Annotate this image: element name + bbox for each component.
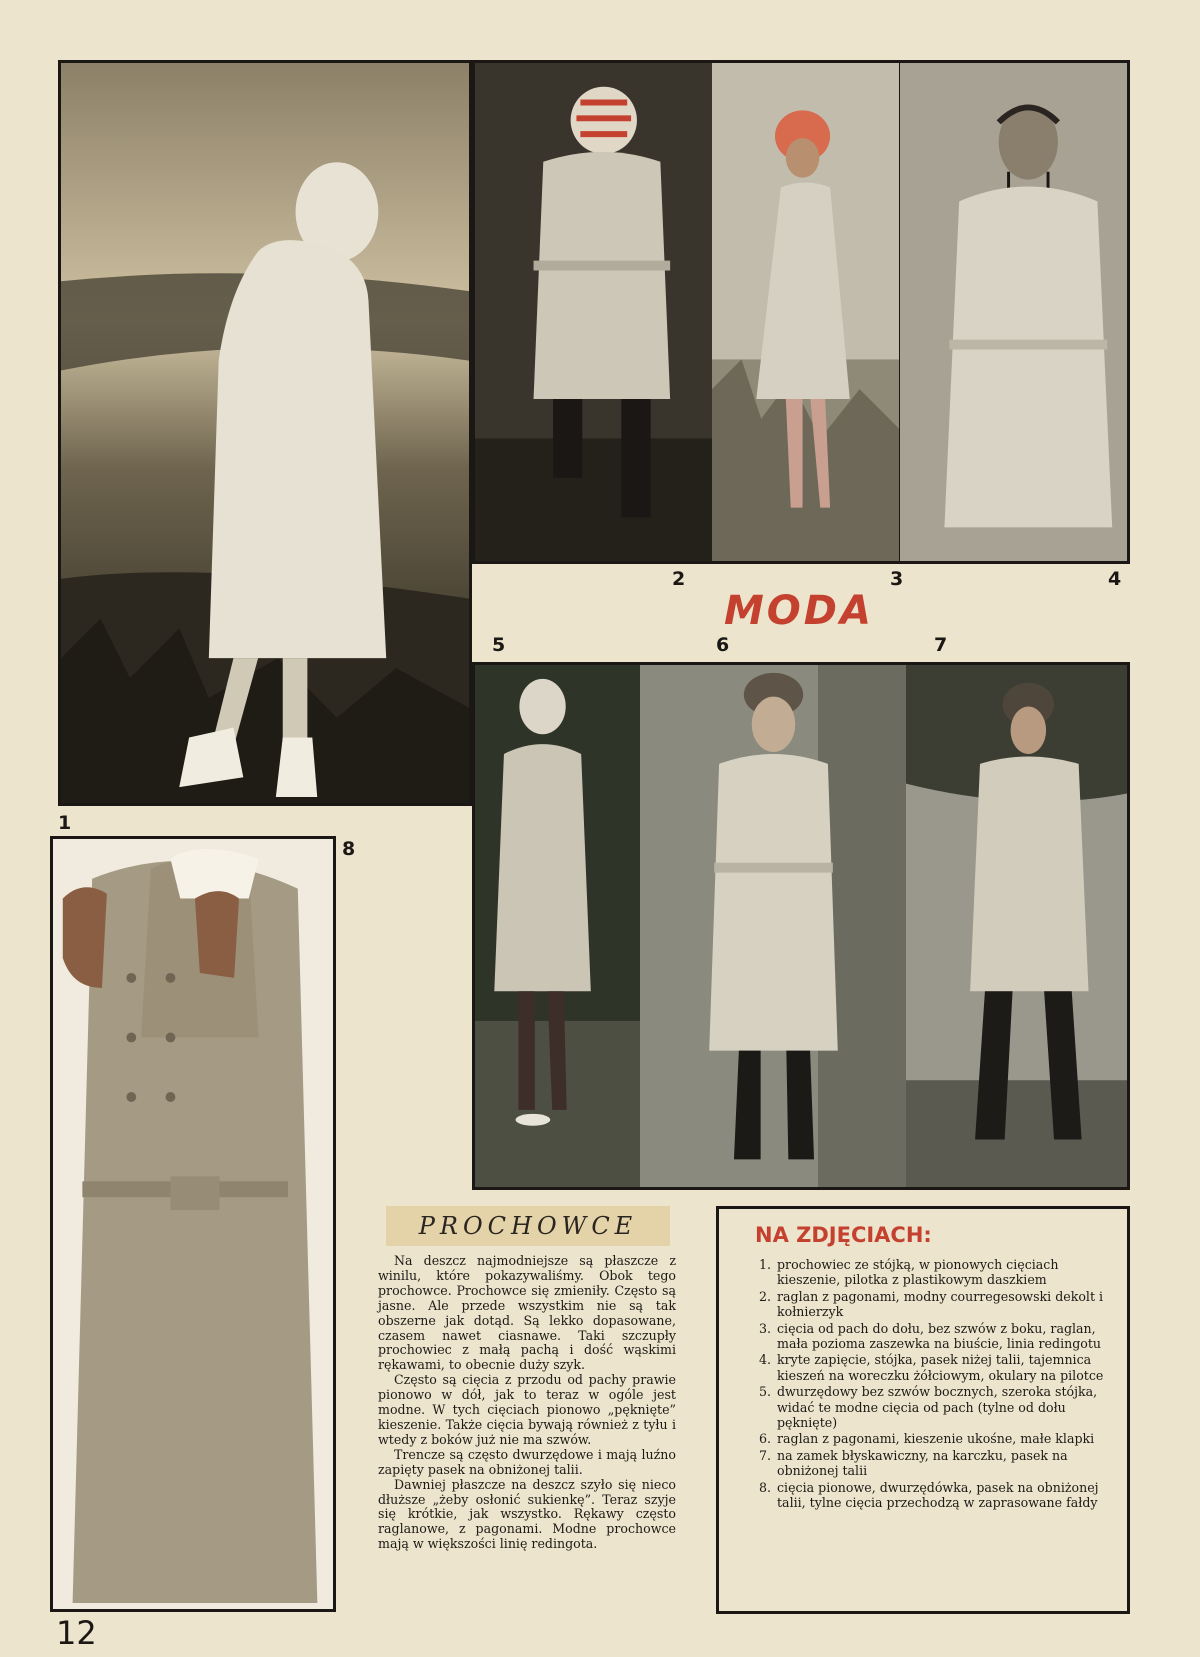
photo-7 (906, 662, 1130, 1190)
caption-number: 5. (758, 1384, 771, 1400)
caption-text: na zamek błyskawiczny, na karczku, pasek na obniżonej talii (777, 1447, 1068, 1479)
model-in-double-breasted-coat-photo (475, 665, 641, 1187)
photo-2 (472, 60, 718, 564)
caption-text: dwurzędowy bez szwów bocznych, szeroka stójka, widać te modne cięcia od pach (tylne od dołu pęknięte) (777, 1384, 1098, 1431)
list-item (747, 1448, 1111, 1479)
caption-number: 6. (758, 1431, 771, 1447)
photo-2-number: 2 (672, 568, 686, 590)
captions-list (747, 1257, 1111, 1511)
photo-5 (472, 662, 644, 1190)
photo-4-number: 4 (1108, 568, 1122, 590)
article-paragraph: Często są cięcia z przodu od pachy prawie pionowo w dół, jak to teraz w ogóle jest modne. W tych cięciach pionowo „pęknięte” kieszenie. Także cięcia bywają również z tyłu i wtedy z boków już nie ma szwów. (378, 1372, 676, 1447)
photo-8-number: 8 (342, 838, 356, 860)
caption-text: prochowiec ze stójką, w pionowych cięciach kieszenie, pilotka z plastikowym daszkiem (777, 1257, 1059, 1288)
model-in-redingote-coat-photo (712, 63, 899, 561)
caption-number: 4. (758, 1352, 771, 1368)
caption-text: raglan z pagonami, kieszenie ukośne, małe klapki (777, 1431, 1095, 1447)
caption-text: raglan z pagonami, modny courregesowski dekolt i kołnierzyk (777, 1288, 1104, 1320)
list-item (747, 1431, 1111, 1446)
page-title: MODA (724, 588, 874, 634)
list-item (747, 1289, 1111, 1320)
caption-text: cięcia pionowe, dwurzędówka, pasek na obniżonej talii, tylne cięcia przechodzą w zaprasowane fałdy (777, 1479, 1099, 1511)
list-item (747, 1321, 1111, 1352)
captions-heading: NA ZDJĘCIACH: (755, 1223, 932, 1247)
article-paragraph: Trencze są często dwurzędowe i mają luźno zapięty pasek na obniżonej talii. (378, 1446, 676, 1477)
double-breasted-belted-coat-photo (53, 839, 333, 1609)
photo-8 (50, 836, 336, 1612)
list-item (747, 1352, 1111, 1383)
photo-3-number: 3 (890, 568, 904, 590)
model-in-zipped-coat-photo (906, 665, 1127, 1187)
caption-text: cięcia od pach do dołu, bez szwów z boku, raglan, mała pozioma zaszewka na biuście, linia redingotu (777, 1320, 1102, 1352)
photo-5-number: 5 (492, 634, 506, 656)
model-in-trench-coat-photo (475, 63, 715, 561)
photo-3 (712, 60, 902, 564)
caption-text: kryte zapięcie, stójka, pasek niżej talii, tajemnica kieszeń na woreczku żółciowym, okulary na pilotce (777, 1352, 1104, 1383)
photo-6-number: 6 (716, 634, 730, 656)
model-in-white-hooded-coat-photo (61, 63, 469, 803)
list-item (747, 1257, 1111, 1288)
caption-number: 3. (758, 1320, 771, 1336)
article-paragraph: Na deszcz najmodniejsze są płaszcze z winilu, które pokazywaliśmy. Obok tego prochowce. Prochowce się zmieniły. Często są jasne. Ale przede wszystkim nie są tak obszerne jak dotąd. Są lekko dopasowane, czasem nawet ciasnawe. Taki szczupły prochowiec z małą pachą i dość wąskimi rękawami, to obecnie duży szyk. (378, 1253, 676, 1373)
photo-7-number: 7 (934, 634, 948, 656)
article-heading: PROCHOWCE (386, 1206, 670, 1246)
model-with-epaulettes-coat-photo (640, 665, 907, 1187)
caption-number: 1. (758, 1257, 771, 1272)
caption-number: 2. (758, 1288, 771, 1304)
list-item (747, 1384, 1111, 1430)
article-paragraph: Dawniej płaszcze na deszcz szyło się nieco dłuższe „żeby osłonić sukienkę”. Teraz szyje się krótkie, jak wszystko. Rękawy często raglanowe, z pagonami. Modne prochowce mają w większości linię redingota. (378, 1476, 676, 1552)
photo-4 (900, 60, 1130, 564)
page-number: 12 (56, 1614, 97, 1652)
caption-number: 8. (758, 1479, 771, 1495)
article-body (378, 1254, 676, 1552)
photo-1 (58, 60, 472, 806)
photo-1-number: 1 (58, 812, 72, 834)
caption-number: 7. (758, 1447, 771, 1463)
list-item (747, 1480, 1111, 1511)
model-in-pilot-cap-coat-photo (900, 63, 1127, 561)
photo-6 (640, 662, 910, 1190)
captions-box (716, 1206, 1130, 1614)
